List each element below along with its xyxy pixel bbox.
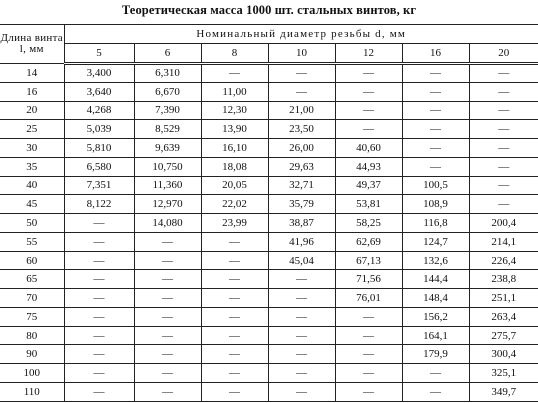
mass-cell: 3,640 — [64, 82, 134, 101]
mass-cell: 23,50 — [268, 120, 335, 139]
header-row-diameters — [0, 44, 538, 64]
mass-cell: — — [469, 195, 538, 214]
mass-cell: 26,00 — [268, 139, 335, 158]
mass-cell: 263,4 — [469, 307, 538, 326]
mass-cell: — — [64, 364, 134, 383]
mass-cell: — — [402, 139, 469, 158]
mass-cell: — — [402, 64, 469, 83]
mass-cell: 116,8 — [402, 214, 469, 233]
table-body — [0, 64, 538, 402]
mass-cell: — — [402, 120, 469, 139]
mass-cell: 8,122 — [64, 195, 134, 214]
mass-cell: 22,02 — [201, 195, 268, 214]
mass-cell: 11,360 — [134, 176, 201, 195]
mass-cell: — — [402, 82, 469, 101]
mass-cell: 3,400 — [64, 64, 134, 83]
mass-cell: — — [268, 383, 335, 402]
diameter-header: 12 — [335, 44, 402, 64]
mass-cell: — — [134, 251, 201, 270]
table-row — [0, 289, 538, 308]
mass-cell: 100,5 — [402, 176, 469, 195]
length-cell: 35 — [0, 157, 64, 176]
mass-cell: — — [201, 345, 268, 364]
mass-cell: — — [268, 289, 335, 308]
mass-cell: — — [201, 326, 268, 345]
table-row — [0, 232, 538, 251]
mass-cell: 9,639 — [134, 139, 201, 158]
table-row — [0, 120, 538, 139]
mass-cell: — — [335, 101, 402, 120]
table-row — [0, 383, 538, 402]
mass-cell: 14,080 — [134, 214, 201, 233]
mass-cell: 44,93 — [335, 157, 402, 176]
mass-cell: — — [469, 64, 538, 83]
mass-cell: 16,10 — [201, 139, 268, 158]
mass-cell: 108,9 — [402, 195, 469, 214]
length-cell: 45 — [0, 195, 64, 214]
mass-cell: 71,56 — [335, 270, 402, 289]
table-row — [0, 345, 538, 364]
mass-cell: 67,13 — [335, 251, 402, 270]
mass-cell: — — [335, 307, 402, 326]
table-row — [0, 176, 538, 195]
table-row — [0, 270, 538, 289]
screw-mass-table — [0, 24, 538, 402]
mass-cell: — — [268, 326, 335, 345]
table-row — [0, 214, 538, 233]
length-cell: 100 — [0, 364, 64, 383]
mass-cell: 164,1 — [402, 326, 469, 345]
diameter-header: 8 — [201, 44, 268, 64]
length-cell: 50 — [0, 214, 64, 233]
mass-cell: — — [201, 364, 268, 383]
mass-cell: 214,1 — [469, 232, 538, 251]
mass-cell: — — [402, 364, 469, 383]
mass-cell: 12,30 — [201, 101, 268, 120]
mass-cell: — — [64, 345, 134, 364]
mass-cell: — — [268, 270, 335, 289]
length-cell: 65 — [0, 270, 64, 289]
mass-cell: 49,37 — [335, 176, 402, 195]
mass-cell: 41,96 — [268, 232, 335, 251]
mass-cell: — — [268, 64, 335, 83]
mass-cell: — — [64, 326, 134, 345]
mass-cell: 300,4 — [469, 345, 538, 364]
length-cell: 14 — [0, 64, 64, 83]
mass-cell: 23,99 — [201, 214, 268, 233]
mass-cell: 226,4 — [469, 251, 538, 270]
length-header-line2: l, мм — [19, 43, 44, 55]
diameter-header: 16 — [402, 44, 469, 64]
mass-cell: — — [402, 383, 469, 402]
mass-cell: 45,04 — [268, 251, 335, 270]
mass-cell: — — [402, 157, 469, 176]
table-row — [0, 82, 538, 101]
length-cell: 70 — [0, 289, 64, 308]
mass-cell: — — [268, 364, 335, 383]
mass-cell: — — [201, 251, 268, 270]
mass-cell: — — [268, 345, 335, 364]
length-cell: 25 — [0, 120, 64, 139]
table-row — [0, 251, 538, 270]
table-row — [0, 139, 538, 158]
table-row — [0, 64, 538, 83]
length-header-line1: Длина винта — [0, 32, 63, 44]
mass-cell: — — [469, 120, 538, 139]
mass-cell: — — [469, 101, 538, 120]
mass-cell: 148,4 — [402, 289, 469, 308]
diameter-group-header: Номинальный диаметр резьбы d, мм — [64, 25, 538, 44]
mass-cell: 5,810 — [64, 139, 134, 158]
table-title: Теоретическая масса 1000 шт. стальных винтов, кг — [121, 3, 417, 17]
mass-cell: 349,7 — [469, 383, 538, 402]
mass-cell: 4,268 — [64, 101, 134, 120]
mass-cell: — — [402, 101, 469, 120]
length-cell: 110 — [0, 383, 64, 402]
table-row — [0, 101, 538, 120]
mass-cell: — — [335, 326, 402, 345]
mass-cell: — — [134, 383, 201, 402]
mass-cell: 132,6 — [402, 251, 469, 270]
mass-cell: 12,970 — [134, 195, 201, 214]
mass-cell: — — [134, 270, 201, 289]
mass-cell: 20,05 — [201, 176, 268, 195]
length-cell: 30 — [0, 139, 64, 158]
diameter-header: 10 — [268, 44, 335, 64]
mass-cell: — — [335, 64, 402, 83]
mass-cell: — — [64, 270, 134, 289]
length-cell: 80 — [0, 326, 64, 345]
mass-cell: 53,81 — [335, 195, 402, 214]
mass-cell: 5,039 — [64, 120, 134, 139]
length-cell: 55 — [0, 232, 64, 251]
mass-cell: 10,750 — [134, 157, 201, 176]
mass-cell: — — [469, 139, 538, 158]
length-cell: 20 — [0, 101, 64, 120]
mass-cell: — — [201, 289, 268, 308]
mass-cell: — — [201, 270, 268, 289]
diameter-header: 20 — [469, 44, 538, 64]
mass-cell: 156,2 — [402, 307, 469, 326]
mass-cell: — — [64, 232, 134, 251]
mass-cell: 6,580 — [64, 157, 134, 176]
mass-cell: 124,7 — [402, 232, 469, 251]
table-row — [0, 157, 538, 176]
mass-cell: — — [469, 157, 538, 176]
table-row — [0, 195, 538, 214]
table-row — [0, 307, 538, 326]
mass-cell: 238,8 — [469, 270, 538, 289]
mass-cell: — — [335, 82, 402, 101]
table-row — [0, 364, 538, 383]
mass-cell: — — [64, 251, 134, 270]
diameter-header: 6 — [134, 44, 201, 64]
mass-cell: 251,1 — [469, 289, 538, 308]
mass-cell: 7,390 — [134, 101, 201, 120]
mass-cell: — — [64, 289, 134, 308]
mass-cell: 13,90 — [201, 120, 268, 139]
mass-cell: — — [134, 364, 201, 383]
mass-cell: — — [134, 289, 201, 308]
mass-cell: — — [64, 214, 134, 233]
mass-cell: — — [469, 82, 538, 101]
mass-cell: — — [335, 364, 402, 383]
mass-cell: 275,7 — [469, 326, 538, 345]
table-row — [0, 326, 538, 345]
mass-cell: — — [201, 64, 268, 83]
mass-cell: 29,63 — [268, 157, 335, 176]
mass-cell: — — [134, 232, 201, 251]
mass-cell: 144,4 — [402, 270, 469, 289]
length-column-header — [0, 25, 64, 64]
mass-cell: 6,670 — [134, 82, 201, 101]
mass-cell: 200,4 — [469, 214, 538, 233]
mass-cell: 8,529 — [134, 120, 201, 139]
length-cell: 75 — [0, 307, 64, 326]
mass-cell: — — [134, 326, 201, 345]
mass-cell: — — [268, 307, 335, 326]
mass-cell: — — [469, 176, 538, 195]
mass-cell: — — [268, 82, 335, 101]
length-cell: 40 — [0, 176, 64, 195]
mass-cell: 7,351 — [64, 176, 134, 195]
mass-cell: 21,00 — [268, 101, 335, 120]
mass-cell: — — [335, 120, 402, 139]
mass-cell: 58,25 — [335, 214, 402, 233]
mass-cell: — — [201, 307, 268, 326]
mass-cell: — — [335, 345, 402, 364]
mass-cell: — — [201, 383, 268, 402]
header-row-group — [0, 25, 538, 44]
mass-cell: 179,9 — [402, 345, 469, 364]
length-cell: 90 — [0, 345, 64, 364]
mass-cell: 18,08 — [201, 157, 268, 176]
mass-cell: 76,01 — [335, 289, 402, 308]
mass-cell: 40,60 — [335, 139, 402, 158]
mass-cell: — — [134, 307, 201, 326]
mass-cell: — — [335, 383, 402, 402]
mass-cell: — — [64, 307, 134, 326]
length-cell: 16 — [0, 82, 64, 101]
mass-cell: 32,71 — [268, 176, 335, 195]
mass-cell: 11,00 — [201, 82, 268, 101]
mass-cell: — — [64, 383, 134, 402]
mass-cell: 6,310 — [134, 64, 201, 83]
mass-cell: — — [134, 345, 201, 364]
mass-cell: 62,69 — [335, 232, 402, 251]
mass-cell: — — [201, 232, 268, 251]
length-cell: 60 — [0, 251, 64, 270]
mass-cell: 325,1 — [469, 364, 538, 383]
mass-cell: 35,79 — [268, 195, 335, 214]
mass-cell: 38,87 — [268, 214, 335, 233]
diameter-header: 5 — [64, 44, 134, 64]
